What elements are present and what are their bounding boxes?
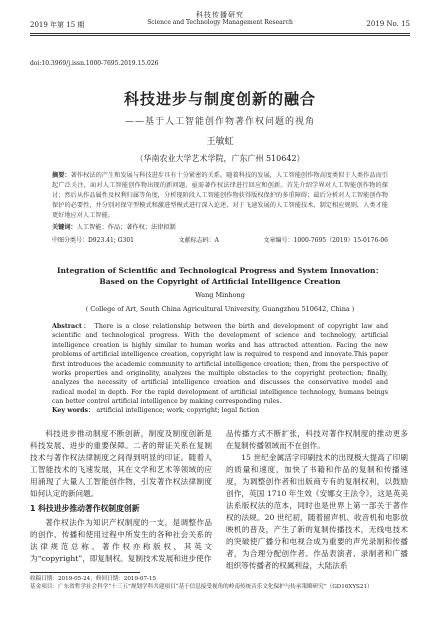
english-abstract	[52, 322, 388, 407]
english-title-line2: Based on the Copyright of Artificial Intelligence Creation	[99, 277, 341, 286]
journal-name-en: Science and Technology Management Research	[147, 19, 293, 26]
chinese-abstract-text: 著作权法的产生和发展与科技进步具有十分紧密的关系。随着科技的发展，人工智能创作物高度类似于人类作品而引起广泛关注，面对人工智能创作物出现的新问题，亟需著作权法律进行回应和创新。首先介绍学界对人工智能创作物的探讨；然后从作品属性及权利归属等角度，分析现阶段人工智能创作物获得版权保护的多重障碍；最后分析对人工智能创作物保护的必要性，并分别对保守型模式和激进型模式进行深入论述，对于飞速发展的人工智能技术，制定相应规则，人类才能更好地应对人工智能。	[52, 172, 389, 219]
body-column-right	[226, 428, 408, 572]
article-number: 文章编号：1000-7695（2019）15-0176-06	[263, 237, 388, 244]
header-rule	[30, 33, 410, 34]
fund-project: 基金项目：广东省哲学社会科学“十三五”规划学科共建项目“基于信息接受视角的岭南传统音乐文化保护与传承策略研究”（GD16XYS21）	[30, 584, 373, 590]
english-title-line1: Integration of Scientific and Technological Progress and System Innovation：	[57, 266, 383, 275]
chinese-keywords	[52, 223, 388, 233]
class-number: 中图分类号：D923.41; G301	[52, 237, 134, 244]
body-paragraph: 15 世纪金属活字印刷技术的出现极大提高了印刷的质量和速度，加快了书籍和作品的复制和传播速度，为调整创作者和出版商专有的复制权利，以鼓励创作，英国 1710 年生效《安娜女王法令》，这是英美法系版权法的范本，同时也是世界上第一部关于著作权的法规。20 世纪初，随着留声机、收音机和电影放映机的普及，产生了新的复制传播技术，无线电技术的突破使广播分和电视合成为重要的声光录制和传播者，为合理分配创作者、作品表演者、录制者和广播组织等传播者的权属利益，大陆法系	[226, 453, 408, 570]
english-keywords-label: Key words：	[52, 407, 95, 414]
chinese-abstract-label: 摘要：	[52, 172, 71, 179]
footnotes	[30, 575, 410, 591]
chinese-affiliation: （华南农业大学艺术学院，广东广州 510642）	[135, 154, 305, 163]
english-author: Wang Minhong	[195, 291, 245, 299]
body-paragraph: 著作权法作为知识产权制度的一支，是调整作品的创作、传播和使用过程中所发生的各种社会关系的法律规范总称。著作权亦称版权，其英文为“copyright”，即复制权。复制技术发展和进步使作	[30, 518, 212, 563]
body-paragraph: 品传播方式不断扩张，科技对著作权制度的推动更多在复制传播领域而不在创作。	[226, 429, 408, 450]
english-abstract-text: There is a close relationship between the birth and development of copyright law and scientific and technological progress. With the development of science and technology, artificial intelligence creation is highly similar to human works and has attracted attention. Facing the new problems of artificial intelligence creation, copyright law is required to respond and innovate.This paper first introduces the academic community to artificial intelligence creation; then, from the perspective of works properties and originality, analyzes the multiple obstacles to the copyright protection; finally, analyzes the necessity of artificial intelligence creation and discusses the conservative model and radical model in depth. For the rapid development of artificial intelligence technology, humans beings can better control artificial intelligence by making corresponding rules.	[52, 323, 389, 406]
journal-name	[30, 11, 410, 27]
chinese-keywords-label: 关键词：	[52, 224, 77, 231]
chinese-keywords-text: 人工智能；作品；著作权；法律拟制	[76, 224, 176, 231]
header-rule-thin	[30, 35, 410, 36]
issue-label: 2019 年第 15 期	[30, 21, 85, 29]
english-keywords-text: artificial intelligence; work; copyright; legal fiction	[96, 407, 260, 414]
english-abstract-label: Abstract：	[52, 323, 92, 330]
document-code: 文献标志码：A	[178, 237, 219, 244]
chinese-author: 王敏虹	[206, 137, 234, 147]
english-keywords	[52, 405, 388, 414]
issue-number: 2019 No. 15	[366, 20, 410, 28]
section-heading: 1 科技进步推动著作权制度创新	[30, 504, 140, 513]
received-date: 收稿日期：2019-05-24，修回日期：2019-07-15	[30, 576, 157, 582]
body-paragraph: 科技进步推动制度不断创新，制度及制度创新是科技发展、进步的重要保障。二者的辩证关系在复制技术与著作权法律制度之间得到明显的印证。随着人工智能技术的飞速发展，其在文学和艺术等领域的应用涌现了大量人工智能创作物，引发著作权法律制度如何认定的新问题。	[30, 429, 212, 498]
chinese-abstract	[52, 171, 388, 221]
footnote-rule	[30, 572, 140, 573]
body-column-left	[30, 428, 212, 565]
english-title	[40, 265, 400, 287]
journal-name-cn: 科技传播研究	[196, 11, 244, 19]
classification-line	[52, 235, 388, 244]
chinese-title: 科技进步与制度创新的融合	[123, 90, 316, 108]
doi: doi:10.3969/j.issn.1000-7695.2019.15.026	[30, 60, 159, 67]
chinese-subtitle: ——基于人工智能创作物著作权问题的视角	[124, 117, 315, 127]
english-affiliation: ( College of Art, South China Agricultural University, Guangzhou 510642, China )	[85, 305, 355, 313]
